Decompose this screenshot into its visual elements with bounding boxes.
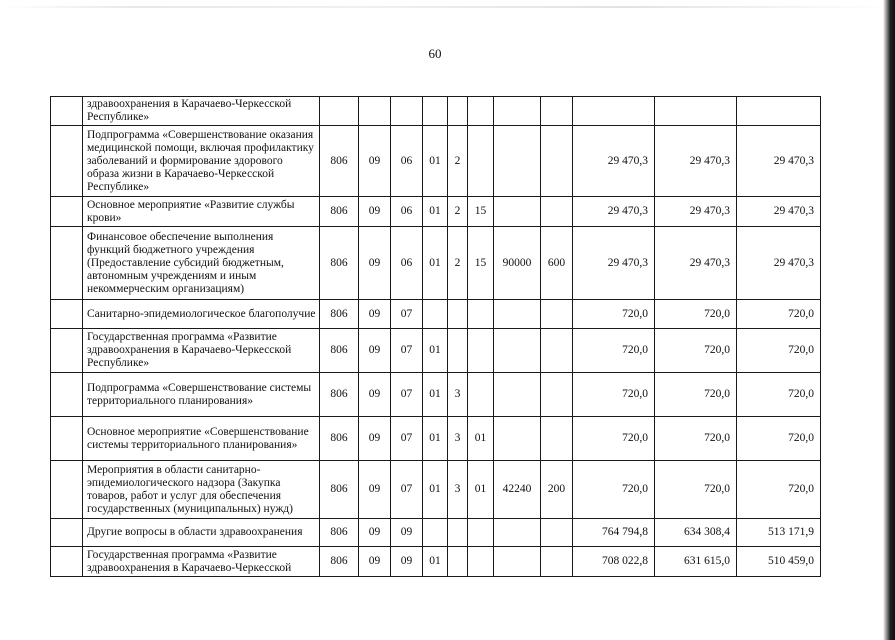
cell-section: 09 bbox=[359, 461, 391, 519]
cell-subsection: 07 bbox=[391, 373, 423, 417]
cell-subprogram bbox=[448, 300, 468, 329]
cell-measure bbox=[468, 300, 494, 329]
cell-direction bbox=[494, 547, 541, 577]
cell-subprogram bbox=[448, 97, 468, 126]
cell-sum-1: 29 470,3 bbox=[573, 126, 655, 197]
row-name: Финансовое обеспечение выполнения функций бюджетного учреждения (Предоставление субсидий бюджетным, автономным учреждениям и иным некоммерческим организациям) bbox=[83, 227, 320, 300]
cell-subsection: 09 bbox=[391, 547, 423, 577]
cell-subsection: 09 bbox=[391, 519, 423, 547]
cell-subsection: 06 bbox=[391, 126, 423, 197]
cell-program bbox=[423, 97, 448, 126]
cell-ministry-code: 806 bbox=[320, 197, 359, 227]
cell-section: 09 bbox=[359, 300, 391, 329]
cell-ministry-code: 806 bbox=[320, 547, 359, 577]
cell-subprogram: 2 bbox=[448, 197, 468, 227]
cell-sum-3: 513 171,9 bbox=[737, 519, 821, 547]
cell-measure: 01 bbox=[468, 417, 494, 461]
row-name: Подпрограмма «Совершенствование оказания медицинской помощи, включая профилактику заболеваний и формирование здорового образа жизни в Карачаево-Черкесской Республике» bbox=[83, 126, 320, 197]
table-row bbox=[51, 461, 821, 519]
cell-direction bbox=[494, 329, 541, 373]
cell-sum-3: 720,0 bbox=[737, 461, 821, 519]
cell-index bbox=[51, 417, 83, 461]
cell-index bbox=[51, 373, 83, 417]
cell-sum-3: 29 470,3 bbox=[737, 197, 821, 227]
cell-expense-type bbox=[541, 547, 573, 577]
cell-index bbox=[51, 197, 83, 227]
scan-edge-right bbox=[883, 0, 895, 640]
cell-subprogram: 2 bbox=[448, 126, 468, 197]
cell-measure bbox=[468, 373, 494, 417]
cell-sum-2: 631 615,0 bbox=[655, 547, 737, 577]
cell-sum-3 bbox=[737, 97, 821, 126]
cell-program: 01 bbox=[423, 227, 448, 300]
cell-direction bbox=[494, 97, 541, 126]
cell-ministry-code: 806 bbox=[320, 126, 359, 197]
cell-section: 09 bbox=[359, 519, 391, 547]
cell-subprogram: 3 bbox=[448, 417, 468, 461]
cell-measure bbox=[468, 329, 494, 373]
cell-expense-type bbox=[541, 329, 573, 373]
cell-sum-2: 720,0 bbox=[655, 417, 737, 461]
cell-subsection: 06 bbox=[391, 227, 423, 300]
cell-program: 01 bbox=[423, 547, 448, 577]
cell-ministry-code: 806 bbox=[320, 227, 359, 300]
cell-direction bbox=[494, 417, 541, 461]
cell-index bbox=[51, 300, 83, 329]
cell-section: 09 bbox=[359, 547, 391, 577]
cell-ministry-code: 806 bbox=[320, 417, 359, 461]
cell-section: 09 bbox=[359, 197, 391, 227]
cell-section: 09 bbox=[359, 373, 391, 417]
cell-sum-3: 29 470,3 bbox=[737, 227, 821, 300]
scan-edge-top bbox=[0, 6, 895, 8]
cell-subprogram bbox=[448, 547, 468, 577]
cell-sum-2: 720,0 bbox=[655, 300, 737, 329]
cell-index bbox=[51, 227, 83, 300]
cell-sum-1: 764 794,8 bbox=[573, 519, 655, 547]
cell-subprogram bbox=[448, 519, 468, 547]
cell-sum-1: 720,0 bbox=[573, 461, 655, 519]
table-row bbox=[51, 329, 821, 373]
table-row bbox=[51, 373, 821, 417]
cell-sum-2: 29 470,3 bbox=[655, 197, 737, 227]
cell-sum-1: 720,0 bbox=[573, 300, 655, 329]
cell-direction: 90000 bbox=[494, 227, 541, 300]
cell-section: 09 bbox=[359, 329, 391, 373]
cell-program: 01 bbox=[423, 329, 448, 373]
cell-subsection: 07 bbox=[391, 417, 423, 461]
cell-program: 01 bbox=[423, 373, 448, 417]
cell-expense-type: 200 bbox=[541, 461, 573, 519]
cell-sum-3: 29 470,3 bbox=[737, 126, 821, 197]
cell-expense-type bbox=[541, 97, 573, 126]
cell-measure: 15 bbox=[468, 197, 494, 227]
cell-direction bbox=[494, 519, 541, 547]
cell-measure bbox=[468, 97, 494, 126]
cell-index bbox=[51, 329, 83, 373]
cell-index bbox=[51, 126, 83, 197]
cell-section: 09 bbox=[359, 126, 391, 197]
row-name: Другие вопросы в области здравоохранения bbox=[83, 519, 320, 547]
table-row bbox=[51, 300, 821, 329]
cell-subsection: 07 bbox=[391, 300, 423, 329]
cell-direction bbox=[494, 197, 541, 227]
row-name: Государственная программа «Развитие здравоохранения в Карачаево-Черкесской bbox=[83, 547, 320, 577]
budget-table bbox=[50, 96, 821, 577]
cell-measure: 15 bbox=[468, 227, 494, 300]
table-row bbox=[51, 519, 821, 547]
cell-sum-2 bbox=[655, 97, 737, 126]
cell-measure bbox=[468, 547, 494, 577]
cell-expense-type bbox=[541, 126, 573, 197]
table-row bbox=[51, 126, 821, 197]
cell-sum-3: 510 459,0 bbox=[737, 547, 821, 577]
cell-sum-1: 29 470,3 bbox=[573, 197, 655, 227]
cell-expense-type bbox=[541, 417, 573, 461]
cell-ministry-code: 806 bbox=[320, 461, 359, 519]
cell-direction bbox=[494, 373, 541, 417]
cell-sum-1: 708 022,8 bbox=[573, 547, 655, 577]
cell-index bbox=[51, 97, 83, 126]
cell-sum-2: 634 308,4 bbox=[655, 519, 737, 547]
cell-expense-type bbox=[541, 519, 573, 547]
cell-expense-type: 600 bbox=[541, 227, 573, 300]
cell-sum-3: 720,0 bbox=[737, 373, 821, 417]
cell-program: 01 bbox=[423, 197, 448, 227]
cell-direction bbox=[494, 126, 541, 197]
cell-expense-type bbox=[541, 300, 573, 329]
table-row bbox=[51, 197, 821, 227]
cell-index bbox=[51, 519, 83, 547]
cell-section: 09 bbox=[359, 227, 391, 300]
cell-sum-2: 29 470,3 bbox=[655, 227, 737, 300]
row-name: Подпрограмма «Совершенствование системы территориального планирования» bbox=[83, 373, 320, 417]
cell-sum-2: 720,0 bbox=[655, 461, 737, 519]
cell-subprogram: 2 bbox=[448, 227, 468, 300]
cell-ministry-code: 806 bbox=[320, 300, 359, 329]
cell-measure: 01 bbox=[468, 461, 494, 519]
cell-subsection: 07 bbox=[391, 461, 423, 519]
cell-sum-2: 720,0 bbox=[655, 329, 737, 373]
row-name: Санитарно-эпидемиологическое благополучие bbox=[83, 300, 320, 329]
table-row bbox=[51, 97, 821, 126]
cell-section: 09 bbox=[359, 417, 391, 461]
cell-expense-type bbox=[541, 373, 573, 417]
cell-ministry-code: 806 bbox=[320, 373, 359, 417]
cell-expense-type bbox=[541, 197, 573, 227]
cell-sum-3: 720,0 bbox=[737, 300, 821, 329]
cell-sum-1: 720,0 bbox=[573, 417, 655, 461]
cell-program bbox=[423, 519, 448, 547]
cell-section bbox=[359, 97, 391, 126]
cell-sum-2: 29 470,3 bbox=[655, 126, 737, 197]
row-name: Основное мероприятие «Развитие службы крови» bbox=[83, 197, 320, 227]
cell-ministry-code: 806 bbox=[320, 519, 359, 547]
cell-sum-3: 720,0 bbox=[737, 329, 821, 373]
cell-sum-3: 720,0 bbox=[737, 417, 821, 461]
cell-sum-1: 720,0 bbox=[573, 373, 655, 417]
cell-direction bbox=[494, 300, 541, 329]
cell-sum-1: 720,0 bbox=[573, 329, 655, 373]
cell-subprogram: 3 bbox=[448, 461, 468, 519]
cell-subsection bbox=[391, 97, 423, 126]
cell-ministry-code: 806 bbox=[320, 329, 359, 373]
row-name: Мероприятия в области санитарно-эпидемиологического надзора (Закупка товаров, работ и услуг для обеспечения государственных (муниципальных) нужд) bbox=[83, 461, 320, 519]
row-name: здравоохранения в Карачаево-Черкесской Республике» bbox=[83, 97, 320, 126]
cell-measure bbox=[468, 126, 494, 197]
table-row bbox=[51, 547, 821, 577]
cell-sum-1 bbox=[573, 97, 655, 126]
cell-subprogram: 3 bbox=[448, 373, 468, 417]
cell-index bbox=[51, 547, 83, 577]
table-row bbox=[51, 227, 821, 300]
table-body bbox=[51, 97, 821, 577]
cell-index bbox=[51, 461, 83, 519]
cell-subprogram bbox=[448, 329, 468, 373]
table-row bbox=[51, 417, 821, 461]
cell-direction: 42240 bbox=[494, 461, 541, 519]
row-name: Основное мероприятие «Совершенствование системы территориального планирования» bbox=[83, 417, 320, 461]
cell-sum-2: 720,0 bbox=[655, 373, 737, 417]
cell-subsection: 07 bbox=[391, 329, 423, 373]
cell-subsection: 06 bbox=[391, 197, 423, 227]
row-name: Государственная программа «Развитие здравоохранения в Карачаево-Черкесской Республике» bbox=[83, 329, 320, 373]
page-number: 60 bbox=[428, 46, 442, 61]
cell-program bbox=[423, 300, 448, 329]
cell-measure bbox=[468, 519, 494, 547]
cell-program: 01 bbox=[423, 417, 448, 461]
cell-sum-1: 29 470,3 bbox=[573, 227, 655, 300]
cell-ministry-code bbox=[320, 97, 359, 126]
cell-program: 01 bbox=[423, 126, 448, 197]
cell-program: 01 bbox=[423, 461, 448, 519]
